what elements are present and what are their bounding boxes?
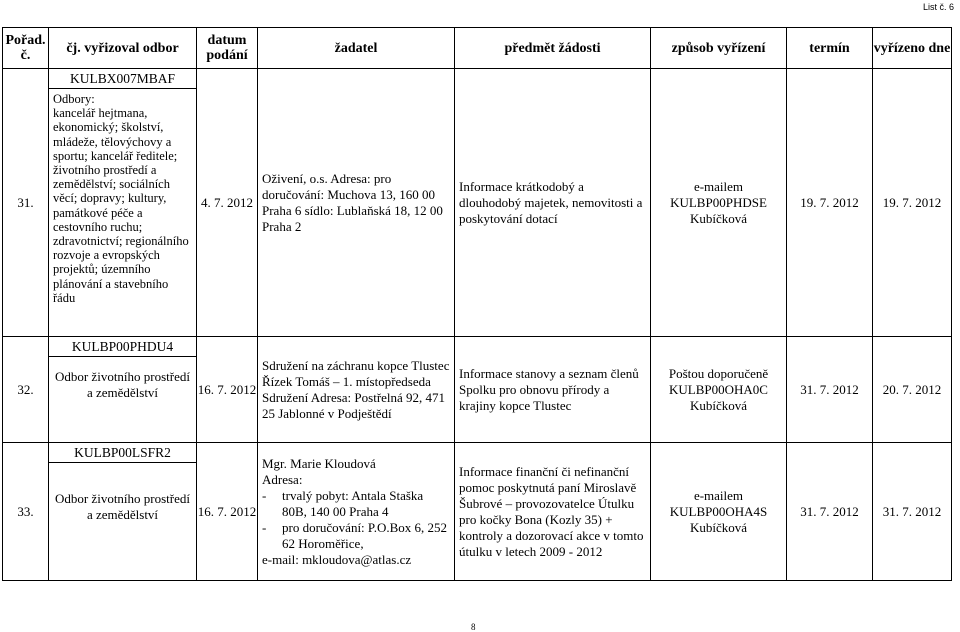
row-predmet: [455, 443, 651, 581]
row-predmet-text: Informace finanční či nefinanční pomoc poskytnutá paní Miroslavě Šubrové – provozovatelce Útulku pro kočky Bona (Kozly 35) + kontroly a dozorovací akce v tomto útulku v letech 2009 - 2012: [459, 463, 644, 559]
row-zadatel: [258, 337, 455, 443]
row-datum: 4. 7. 2012: [197, 69, 258, 337]
row-zpusob-method: Poštou doporučeně: [668, 365, 769, 381]
header-cj: čj. vyřizoval odbor: [49, 28, 197, 69]
header-por: Pořad. č.: [3, 28, 49, 69]
table-row: [3, 69, 952, 337]
row-cj: [49, 337, 197, 443]
row-por: 32.: [3, 337, 49, 443]
row-por: 31.: [3, 69, 49, 337]
row-cj: [49, 443, 197, 581]
row-zadatel-item: - pro doručování: P.O.Box 6, 252 62 Horoměřice,: [262, 520, 450, 552]
row-predmet-text: Informace krátkodobý a dlouhodobý majetek, nemovitosti a poskytování dotací: [459, 178, 643, 226]
row-cj-odbor: Odbor životního prostředí a zemědělství: [54, 491, 191, 522]
row-zpusob-code: KULBP00OHA0C: [669, 381, 768, 397]
row-zpusob: [651, 337, 787, 443]
table-header-row: [3, 28, 952, 69]
header-predmet: předmět žádosti: [455, 28, 651, 69]
row-zpusob: [651, 69, 787, 337]
row-zadatel-text: Oživení, o.s. Adresa: pro doručování: Muchova 13, 160 00 Praha 6 sídlo: Lublaňská 18, 12 00 Praha 2: [262, 170, 443, 234]
header-datum: datum podání: [197, 28, 258, 69]
row-vyrizeno: 20. 7. 2012: [873, 337, 952, 443]
header-vyrizeno: vyřízeno dne: [873, 28, 952, 69]
header-zpusob: způsob vyřízení: [651, 28, 787, 69]
row-datum: 16. 7. 2012: [197, 337, 258, 443]
row-cj-odbor: Odbor životního prostředí a zemědělství: [54, 369, 191, 400]
row-zpusob-person: Kubíčková: [689, 519, 748, 535]
row-zadatel-adresa: Adresa:: [262, 471, 303, 487]
row-zpusob: [651, 443, 787, 581]
row-vyrizeno: 31. 7. 2012: [873, 443, 952, 581]
row-por: 33.: [3, 443, 49, 581]
row-cj-code: KULBP00PHDU4: [49, 337, 196, 357]
row-zadatel-name: Mgr. Marie Kloudová: [262, 455, 376, 471]
row-cj: [49, 69, 197, 337]
row-zpusob-person: Kubíčková: [689, 210, 748, 226]
row-termin: 31. 7. 2012: [787, 337, 873, 443]
row-zpusob-method: e-mailem: [693, 487, 744, 503]
row-cj-odbory: kancelář hejtmana, ekonomický; školství, mládeže, tělovýchovy a sportu; kancelář ředitele; životního prostředí a zemědělství; sociálních věcí; dopravy; kultury, památkové péče a cestovního ruchu; zdravotnictví; regionálního rozvoje a evropských projektů; územního plánování a stavebního řádu: [53, 106, 189, 305]
row-cj-code: KULBX007MBAF: [49, 69, 196, 89]
page-number: 8: [471, 622, 476, 632]
row-cj-odbory-title: Odbory:: [53, 92, 95, 106]
table-row: [3, 443, 952, 581]
row-predmet: [455, 69, 651, 337]
table-row: [3, 337, 952, 443]
row-zadatel-item: - trvalý pobyt: Antala Staška 80B, 140 00 Praha 4: [262, 488, 450, 520]
row-predmet-text: Informace stanovy a seznam členů Spolku pro obnovu přírody a krajiny kopce Tlustec: [459, 365, 639, 413]
requests-table: [2, 27, 952, 581]
row-termin: 19. 7. 2012: [787, 69, 873, 337]
row-zadatel-text: Sdružení na záchranu kopce Tlustec Řízek Tomáš – 1. místopředseda Sdružení Adresa: Postřelná 92, 471 25 Jablonné v Podještědí: [262, 357, 450, 421]
row-zpusob-method: e-mailem: [693, 178, 744, 194]
row-zpusob-person: Kubíčková: [689, 397, 748, 413]
header-termin: termín: [787, 28, 873, 69]
row-vyrizeno: 19. 7. 2012: [873, 69, 952, 337]
row-predmet: [455, 337, 651, 443]
row-termin: 31. 7. 2012: [787, 443, 873, 581]
row-zpusob-code: KULBP00PHDSE: [670, 194, 767, 210]
row-zpusob-code: KULBP00OHA4S: [669, 503, 768, 519]
row-cj-code: KULBP00LSFR2: [49, 443, 196, 463]
row-datum: 16. 7. 2012: [197, 443, 258, 581]
row-zadatel: [258, 69, 455, 337]
row-zadatel: [258, 443, 455, 581]
header-zadatel: žadatel: [258, 28, 455, 69]
page-header: List č. 6: [922, 2, 954, 12]
row-zadatel-email: e-mail: mkloudova@atlas.cz: [262, 551, 412, 567]
